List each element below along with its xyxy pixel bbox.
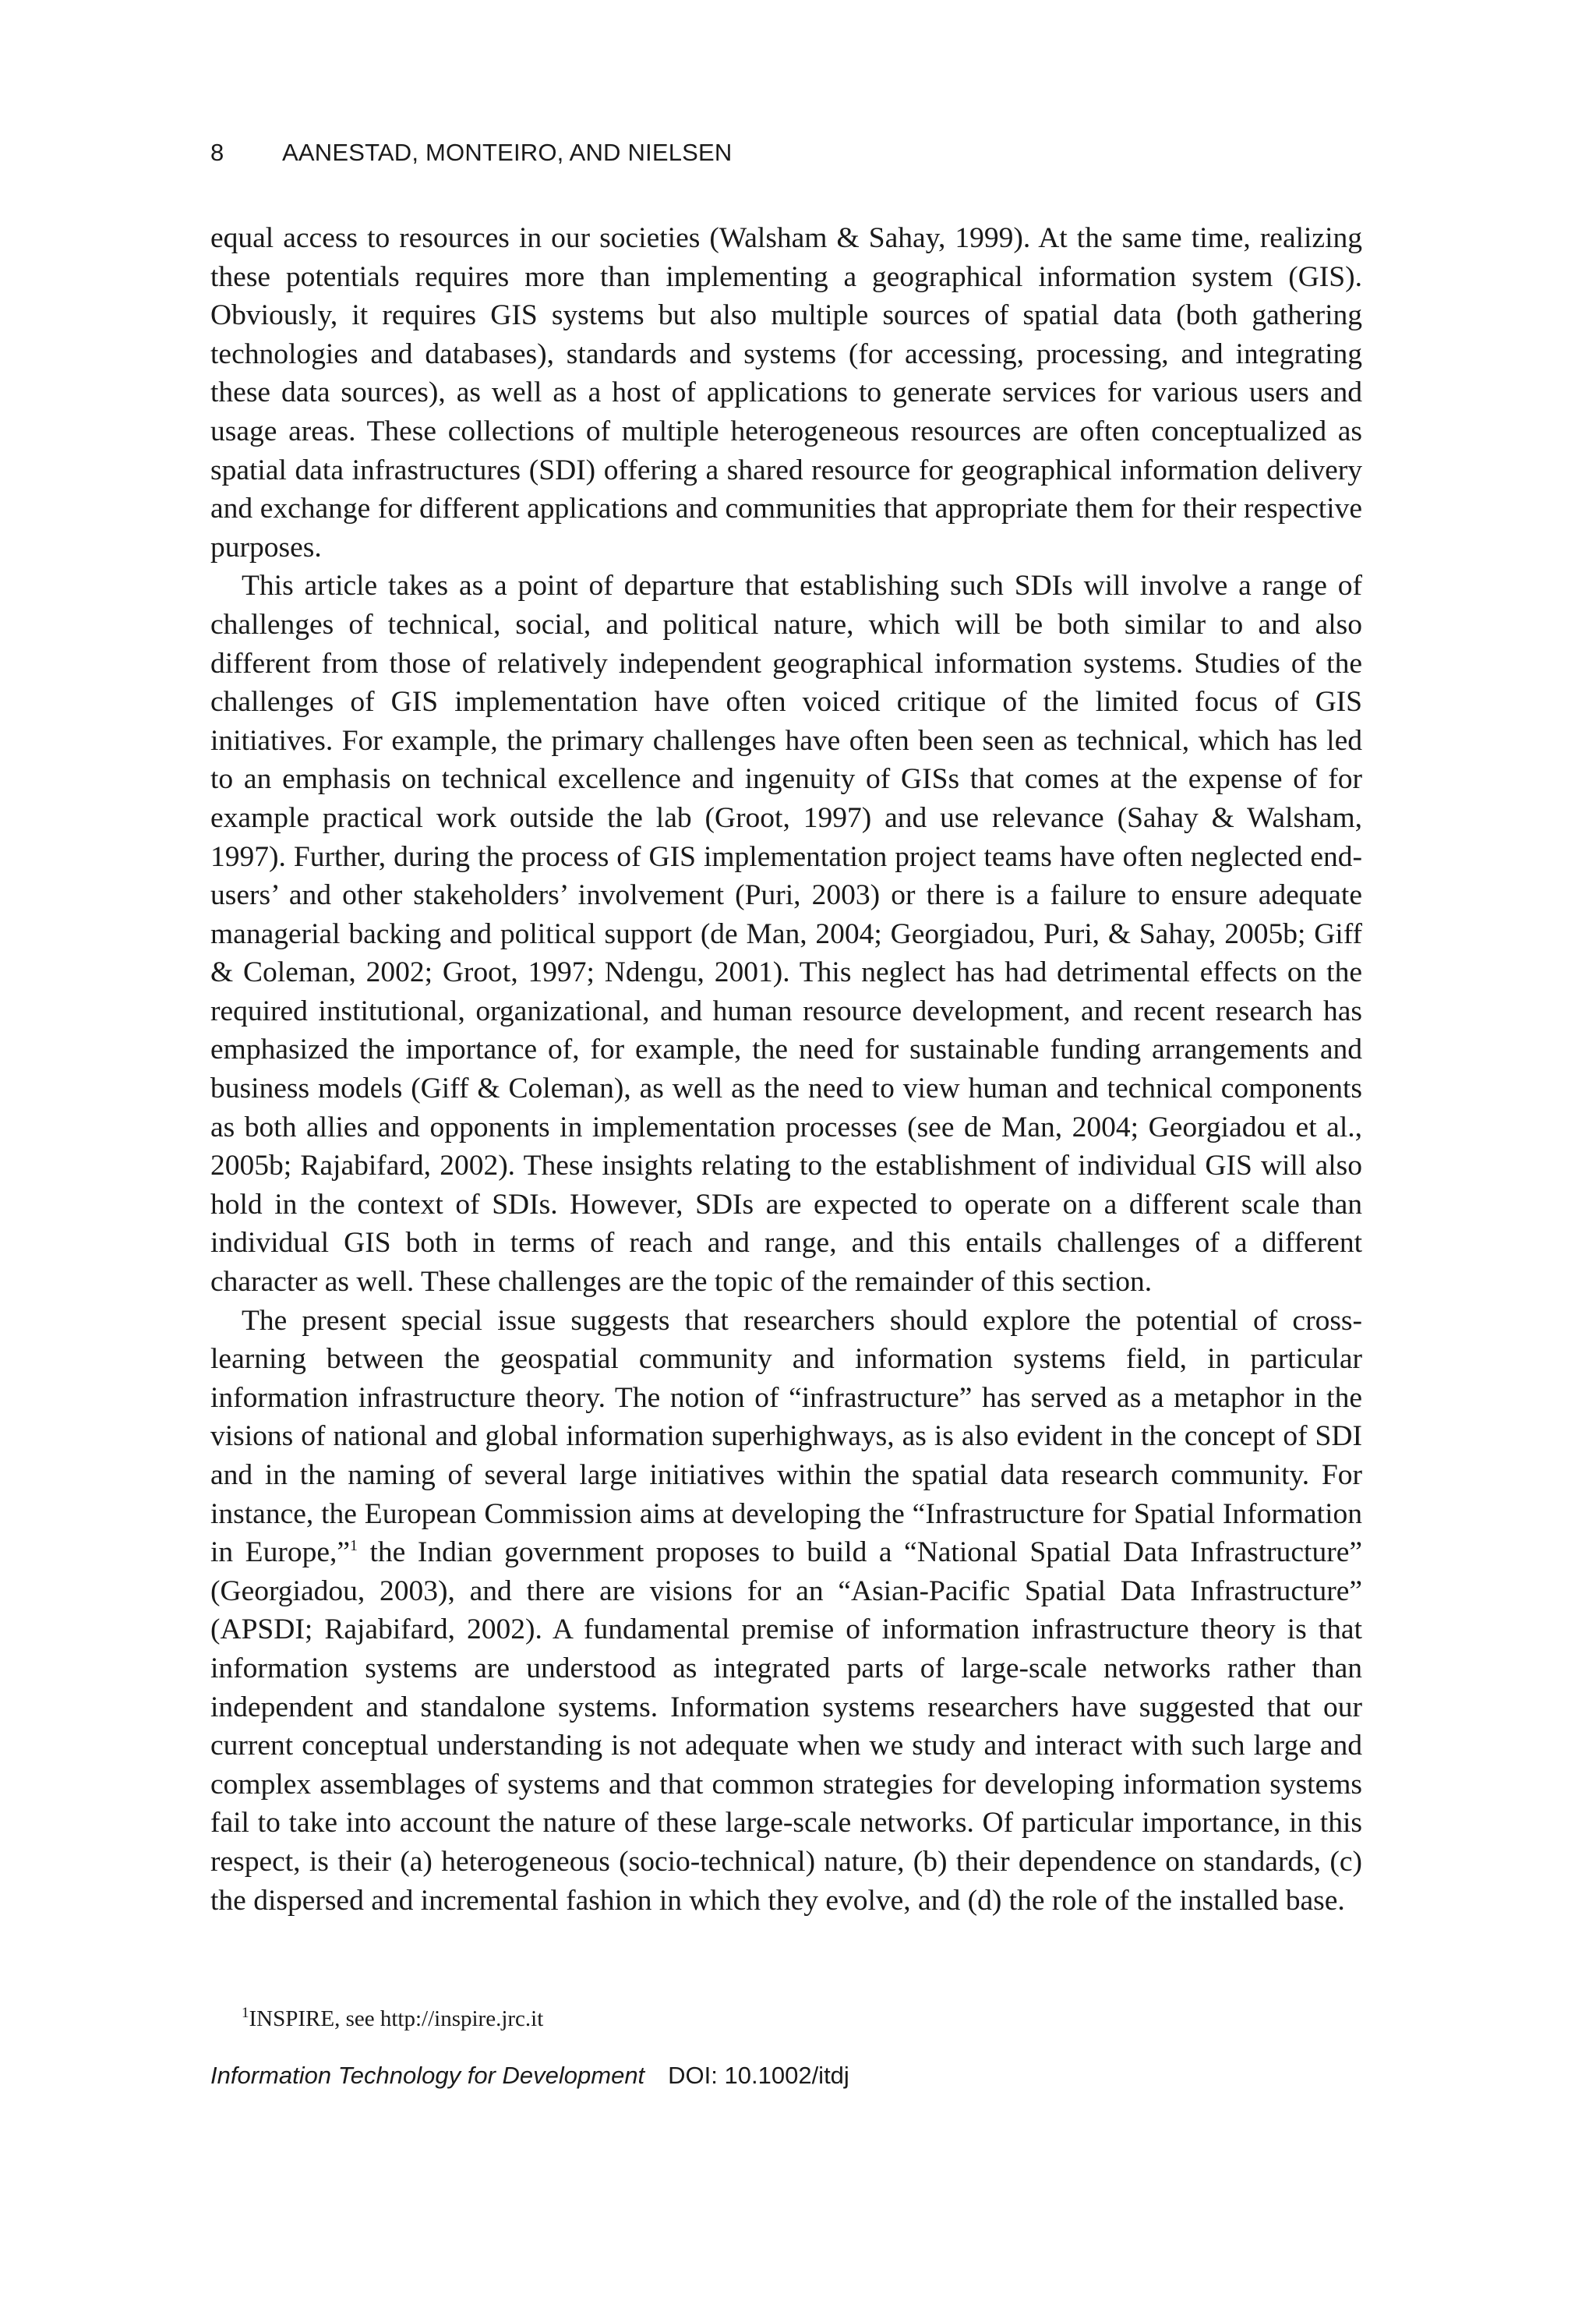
article-body — [210, 219, 1362, 1920]
footnote — [242, 2006, 543, 2032]
paragraph-2: This article takes as a point of departure that establishing such SDIs will involve a range of challenges of technical, social, and political nature, which will be both similar to and also different from those of relatively independent geographical information systems. Studies of the challenges of GIS implementation have often voiced critique of the limited focus of GIS initiatives. For example, the primary challenges have often been seen as technical, which has led to an emphasis on technical excellence and ingenuity of GISs that comes at the expense of for example practical work outside the lab (Groot, 1997) and use relevance (Sahay & Walsham, 1997). Further, during the process of GIS implementation project teams have often neglected end-users’ and other stakeholders’ involvement (Puri, 2003) or there is a failure to ensure adequate managerial backing and political support (de Man, 2004; Georgiadou, Puri, & Sahay, 2005b; Giff & Coleman, 2002; Groot, 1997; Ndengu, 2001). This neglect has had detrimental effects on the required institutional, organizational, and human resource development, and recent research has emphasized the importance of, for example, the need for sustainable funding arrangements and business models (Giff & Coleman), as well as the need to view human and technical components as both allies and opponents in implementation processes (see de Man, 2004; Georgiadou et al., 2005b; Rajabifard, 2002). These insights relating to the establishment of individual GIS will also hold in the context of SDIs. However, SDIs are expected to operate on a different scale than individual GIS both in terms of reach and range, and this entails challenges of a different character as well. These challenges are the topic of the remainder of this section. — [210, 570, 1362, 1299]
running-head — [210, 139, 733, 167]
doi: DOI: 10.1002/itdj — [668, 2062, 849, 2089]
footnote-reference-mark: 1 — [350, 1537, 358, 1555]
paragraph-3-part-b: the Indian government proposes to build a “National Spatial Data Infrastructure” (Georgiadou, 2003), and there are visions for an “Asian-Pacific Spatial Data Infrastructure” (APSDI; Rajabifard, 2002). A fundamental premise of information infrastructure theory is that information systems are understood as integrated parts of large-scale networks rather than independent and standalone systems. Information systems researchers have suggested that our current conceptual understanding is not adequate when we study and interact with such large and complex assemblages of systems and that common strategies for developing information systems fail to take into account the nature of these large-scale networks. Of particular importance, in this respect, is their (a) heterogeneous (socio-technical) nature, (b) their dependence on standards, (c) the dispersed and incremental fashion in which they evolve, and (d) the role of the installed base. — [210, 1536, 1362, 1917]
footnote-mark: 1 — [242, 2005, 249, 2021]
paragraph-1: equal access to resources in our societies (Walsham & Sahay, 1999). At the same time, realizing these potentials requires more than implementing a geographical information system (GIS). Obviously, it requires GIS systems but also multiple sources of spatial data (both gathering technologies and databases), standards and systems (for accessing, processing, and integrating these data sources), as well as a host of applications to generate services for various users and usage areas. These collections of multiple heterogeneous resources are often conceptualized as spatial data infrastructures (SDI) offering a shared resource for geographical information delivery and exchange for different applications and communities that appropriate them for their respective purposes. — [210, 222, 1362, 564]
page-number: 8 — [210, 139, 224, 166]
footnote-text: INSPIRE, see http://inspire.jrc.it — [249, 2006, 544, 2031]
running-head-authors: AANESTAD, MONTEIRO, AND NIELSEN — [282, 139, 733, 166]
journal-name: Information Technology for Development — [210, 2062, 645, 2089]
paragraph-3 — [210, 1302, 1362, 1921]
paragraph-3-part-a: The present special issue suggests that researchers should explore the potential of cross-learning between the geospatial community and information systems field, in particular information infrastructure theory. The notion of “infrastructure” has served as a metaphor in the visions of national and global information superhighways, as is also evident in the concept of SDI and in the naming of several large initiatives within the spatial data research community. For instance, the European Commission aims at developing the “Infrastructure for Spatial Information in Europe,” — [210, 1304, 1362, 1569]
page-footer — [210, 2062, 849, 2090]
